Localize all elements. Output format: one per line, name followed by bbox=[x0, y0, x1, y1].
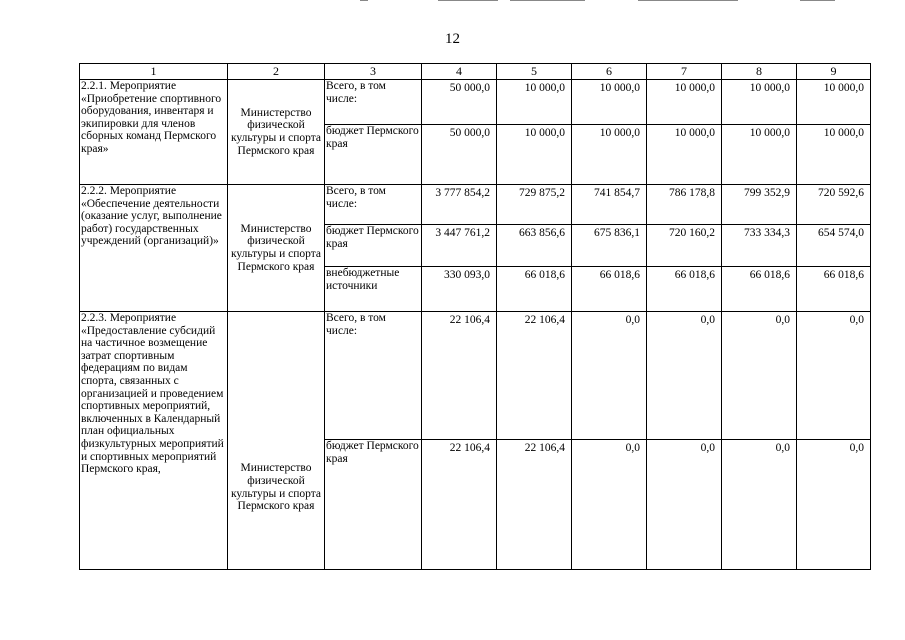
column-number: 3 bbox=[325, 64, 422, 80]
amount-cell: 663 856,6 bbox=[497, 225, 572, 267]
event-name: 2.2.2. Мероприятие «Обеспечение деятельности (оказание услуг, выполнение работ) государственных учреждений (организаций)» bbox=[80, 185, 228, 312]
amount-cell: 22 106,4 bbox=[497, 312, 572, 440]
funding-source: Всего, в том числе: bbox=[325, 312, 422, 440]
amount-cell: 66 018,6 bbox=[572, 267, 647, 312]
amount-cell: 22 106,4 bbox=[497, 440, 572, 570]
amount-cell: 50 000,0 bbox=[422, 80, 497, 125]
executor: Министерство физической культуры и спорта Пермского края bbox=[228, 312, 325, 570]
amount-cell: 0,0 bbox=[722, 440, 797, 570]
funding-source: Всего, в том числе: bbox=[325, 80, 422, 125]
amount-cell: 10 000,0 bbox=[647, 125, 722, 185]
amount-cell: 66 018,6 bbox=[722, 267, 797, 312]
table-row bbox=[80, 80, 871, 125]
amount-cell: 10 000,0 bbox=[497, 125, 572, 185]
column-number: 7 bbox=[647, 64, 722, 80]
funding-source: Всего, в том числе: bbox=[325, 185, 422, 225]
amount-cell: 10 000,0 bbox=[722, 125, 797, 185]
amount-cell: 3 447 761,2 bbox=[422, 225, 497, 267]
scan-top-edge bbox=[0, 0, 905, 3]
amount-cell: 741 854,7 bbox=[572, 185, 647, 225]
page-number: 12 bbox=[445, 31, 460, 47]
amount-cell: 10 000,0 bbox=[722, 80, 797, 125]
funding-source: бюджет Пермского края bbox=[325, 440, 422, 570]
amount-cell: 720 592,6 bbox=[797, 185, 871, 225]
amount-cell: 10 000,0 bbox=[647, 80, 722, 125]
amount-cell: 10 000,0 bbox=[797, 80, 871, 125]
executor: Министерство физической культуры и спорта Пермского края bbox=[228, 185, 325, 312]
amount-cell: 22 106,4 bbox=[422, 312, 497, 440]
column-number-row bbox=[80, 64, 871, 80]
funding-source: внебюджетные источники bbox=[325, 267, 422, 312]
amount-cell: 0,0 bbox=[647, 312, 722, 440]
amount-cell: 733 334,3 bbox=[722, 225, 797, 267]
column-number: 6 bbox=[572, 64, 647, 80]
column-number: 2 bbox=[228, 64, 325, 80]
funding-source: бюджет Пермского края bbox=[325, 225, 422, 267]
amount-cell: 10 000,0 bbox=[572, 125, 647, 185]
table-row bbox=[80, 312, 871, 440]
amount-cell: 654 574,0 bbox=[797, 225, 871, 267]
amount-cell: 0,0 bbox=[572, 312, 647, 440]
funding-source: бюджет Пермского края bbox=[325, 125, 422, 185]
executor: Министерство физической культуры и спорта Пермского края bbox=[228, 80, 325, 185]
column-number: 4 bbox=[422, 64, 497, 80]
amount-cell: 786 178,8 bbox=[647, 185, 722, 225]
amount-cell: 0,0 bbox=[797, 312, 871, 440]
amount-cell: 10 000,0 bbox=[572, 80, 647, 125]
amount-cell: 0,0 bbox=[572, 440, 647, 570]
event-name: 2.2.1. Мероприятие «Приобретение спортивного оборудования, инвентаря и экипировки для членов сборных команд Пермского края» bbox=[80, 80, 228, 185]
program-table bbox=[79, 63, 871, 570]
amount-cell: 675 836,1 bbox=[572, 225, 647, 267]
amount-cell: 0,0 bbox=[647, 440, 722, 570]
amount-cell: 729 875,2 bbox=[497, 185, 572, 225]
amount-cell: 66 018,6 bbox=[647, 267, 722, 312]
amount-cell: 0,0 bbox=[722, 312, 797, 440]
event-name: 2.2.3. Мероприятие «Предоставление субсидий на частичное возмещение затрат спортивным федерациям по видам спорта, связанных с организацией и проведением спортивных мероприятий, включенных в Календарный план официальных физкультурных мероприятий и спортивных мероприятий Пермского края, bbox=[80, 312, 228, 570]
table-row bbox=[80, 185, 871, 225]
amount-cell: 22 106,4 bbox=[422, 440, 497, 570]
column-number: 1 bbox=[80, 64, 228, 80]
column-number: 8 bbox=[722, 64, 797, 80]
amount-cell: 50 000,0 bbox=[422, 125, 497, 185]
column-number: 9 bbox=[797, 64, 871, 80]
amount-cell: 330 093,0 bbox=[422, 267, 497, 312]
amount-cell: 0,0 bbox=[797, 440, 871, 570]
amount-cell: 720 160,2 bbox=[647, 225, 722, 267]
amount-cell: 799 352,9 bbox=[722, 185, 797, 225]
amount-cell: 10 000,0 bbox=[797, 125, 871, 185]
amount-cell: 3 777 854,2 bbox=[422, 185, 497, 225]
column-number: 5 bbox=[497, 64, 572, 80]
amount-cell: 10 000,0 bbox=[497, 80, 572, 125]
amount-cell: 66 018,6 bbox=[497, 267, 572, 312]
amount-cell: 66 018,6 bbox=[797, 267, 871, 312]
